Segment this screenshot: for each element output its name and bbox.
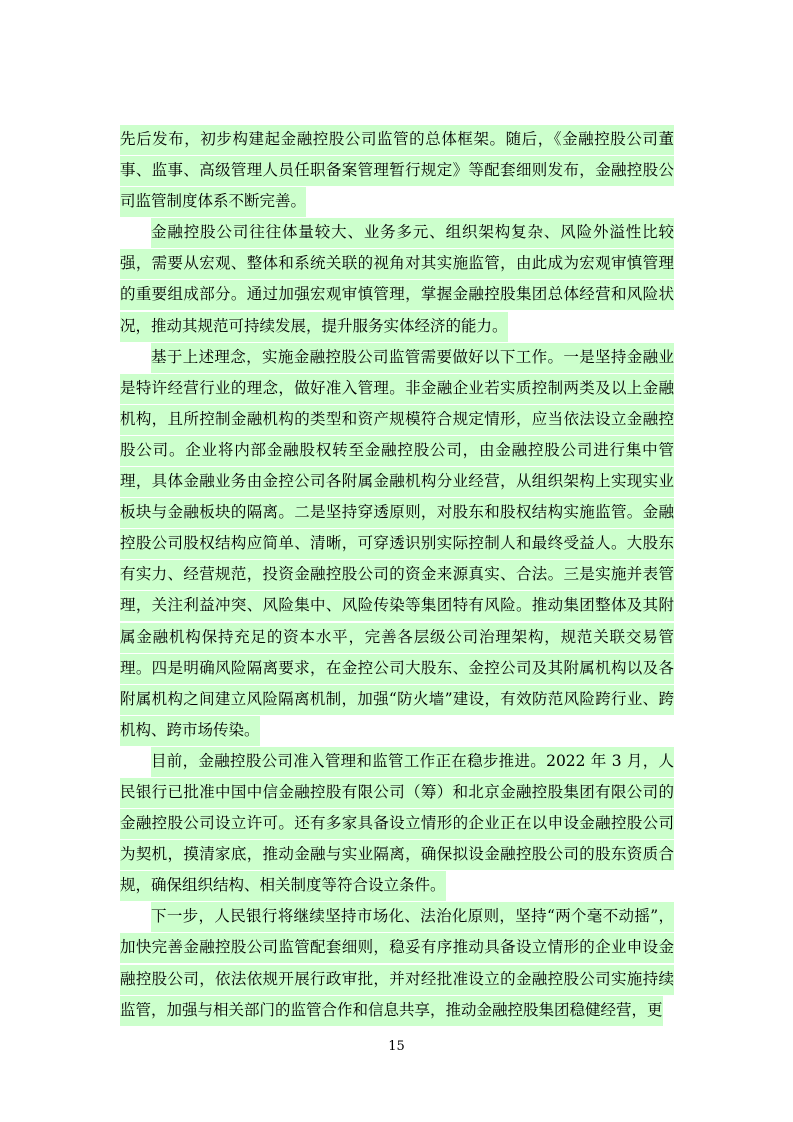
body-text bbox=[120, 124, 674, 1026]
paragraph-continuation bbox=[120, 124, 674, 217]
paragraph-supervision-tasks bbox=[120, 342, 674, 746]
highlighted-text: 基于上述理念，实施金融控股公司监管需要做好以下工作。一是坚持金融业是特许经营行业的理念，做好准入管理。非金融企业若实质控制两类及以上金融机构，且所控制金融机构的类型和资产规模符合规定情形，应当依法设立金融控股公司。企业将内部金融股权转至金融控股公司，由金融控股公司进行集中管理，具体金融业务由金控公司各附属金融机构分业经营，从组织架构上实现实业板块与金融板块的隔离。二是坚持穿透原则，对股东和股权结构实施监管。金融控股公司股权结构应简单、清晰，可穿透识别实际控制人和最终受益人。大股东有实力、经营规范，投资金融控股公司的资金来源真实、合法。三是实施并表管理，关注利益冲突、风险集中、风险传染等集团特有风险。推动集团整体及其附属金融机构保持充足的资本水平，完善各层级公司治理架构，规范关联交易管理。四是明确风险隔离要求，在金控公司大股东、金控公司及其附属机构以及各附属机构之间建立风险隔离机制，加强“防火墙”建设，有效防范风险跨行业、跨机构、跨市场传染。 bbox=[120, 343, 674, 746]
highlighted-text: 下一步，人民银行将继续坚持市场化、法治化原则，坚持“两个毫不动摇”，加快完善金融控股公司监管配套细则，稳妥有序推动具备设立情形的企业申设金融控股公司，依法依规开展行政审批，并对经批准设立的金融控股公司实施持续监管，加强与相关部门的监管合作和信息共享，推动金融控股集团稳健经营，更 bbox=[120, 902, 674, 1025]
highlighted-text: 先后发布，初步构建起金融控股公司监管的总体框架。随后，《金融控股公司董事、监事、高级管理人员任职备案管理暂行规定》等配套细则发布，金融控股公司监管制度体系不断完善。 bbox=[120, 125, 674, 217]
highlighted-text: 金融控股公司往往体量较大、业务多元、组织架构复杂、风险外溢性比较强，需要从宏观、整体和系统关联的视角对其实施监管，由此成为宏观审慎管理的重要组成部分。通过加强宏观审慎管理，掌握金融控股集团总体经营和风险状况，推动其规范可持续发展，提升服务实体经济的能力。 bbox=[120, 218, 674, 341]
page-number: 15 bbox=[388, 1039, 405, 1054]
paragraph-next-steps bbox=[120, 901, 674, 1025]
paragraph-macroprudential bbox=[120, 217, 674, 341]
highlighted-text: 目前，金融控股公司准入管理和监管工作正在稳步推进。2022 年 3 月，人民银行已批准中国中信金融控股有限公司（筹）和北京金融控股集团有限公司的金融控股公司设立许可。还有多家具备设立情形的企业正在以申设金融控股公司为契机，摸清家底，推动金融与实业隔离，确保拟设金融控股公司的股东资质合规，确保组织结构、相关制度等符合设立条件。 bbox=[120, 747, 674, 901]
paragraph-current-progress bbox=[120, 746, 674, 901]
